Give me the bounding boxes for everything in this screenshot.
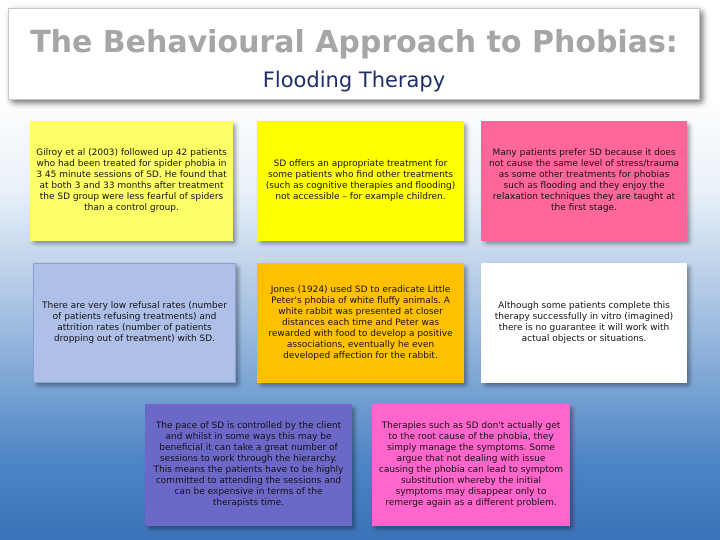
title-banner	[8, 8, 700, 100]
card-accessible-treatment	[257, 121, 464, 241]
card-refusal-rates	[33, 263, 236, 383]
slide-subtitle: Flooding Therapy	[262, 68, 446, 92]
card-jones-study	[257, 263, 464, 383]
card-text: SD offers an appropriate treatment for some patients who find other treatments (such as cognitive therapies and flooding) not accessible – for example children.	[265, 159, 456, 202]
card-patient-preference	[481, 121, 687, 241]
slide-title: The Behavioural Approach to Phobias:	[30, 25, 678, 60]
card-text: Although some patients complete this therapy successfully in vitro (imagined) there is no guarantee it will work with actual objects or situations.	[494, 301, 674, 344]
card-text: There are very low refusal rates (number of patients refusing treatments) and attrition rates (number of patients dropping out of treatment) with SD.	[42, 301, 227, 344]
card-gilroy-study	[30, 121, 233, 241]
card-root-cause	[372, 404, 570, 526]
card-text: Many patients prefer SD because it does not cause the same level of stress/trauma as some other treatments for phobias such as flooding and they enjoy the relaxation techniques they are taught at the first stage.	[488, 148, 680, 213]
card-pace-of-sd	[145, 404, 352, 526]
card-text: Gilroy et al (2003) followed up 42 patients who had been treated for spider phobia in 3 45 minute sessions of SD. He found that at both 3 and 33 months after treatment the SD group were less fearful of spiders than a control group.	[36, 148, 227, 213]
card-text: Jones (1924) used SD to eradicate Little Peter's phobia of white fluffy animals. A white rabbit was presented at closer distances each time and Peter was rewarded with food to develop a positive associations, eventually he even developed affection for the rabbit.	[268, 284, 453, 361]
card-text: Therapies such as SD don't actually get to the root cause of the phobia, they simply manage the symptoms. Some argue that not dealing with issue causing the phobia can lead to symptom substitution whereby the initial symptoms may disappear only to remerge again as a different problem.	[378, 421, 564, 508]
card-in-vitro	[481, 263, 687, 383]
card-text: The pace of SD is controlled by the client and whilst in some ways this may be beneficial it can take a great number of sessions to work through the hierarchy. This means the patients have to be highly committed to attending the sessions and can be expensive in terms of the therapists time.	[153, 421, 344, 508]
